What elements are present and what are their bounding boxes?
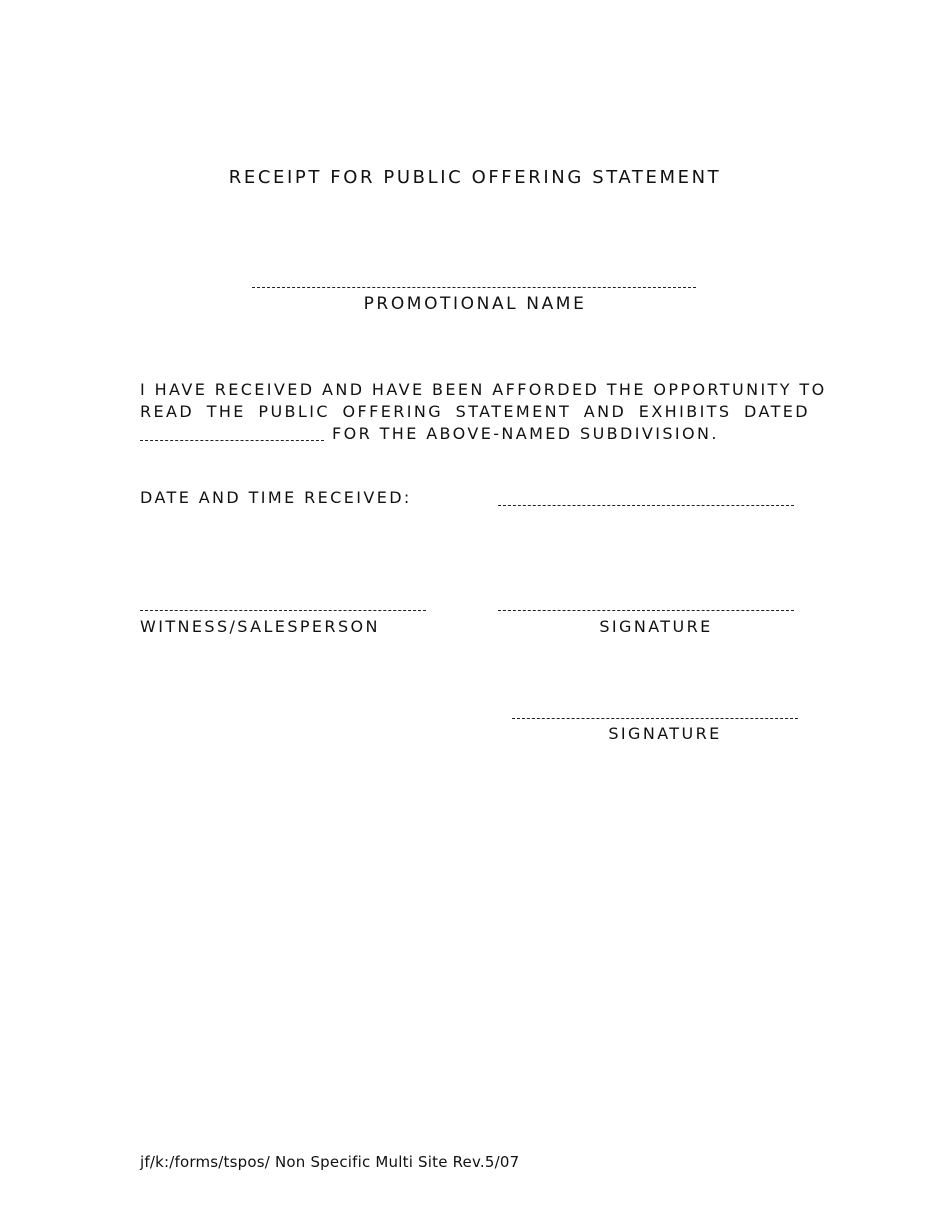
footer-reference: jf/k:/forms/tspos/ Non Specific Multi Site Rev.5/07 — [140, 1153, 520, 1171]
witness-signature-field[interactable] — [140, 610, 426, 611]
statement-line-1: I HAVE RECEIVED AND HAVE BEEN AFFORDED THE OPPORTUNITY TO — [140, 380, 827, 399]
statement-line-3 — [140, 423, 810, 445]
receipt-statement — [140, 379, 827, 445]
promotional-name-label: PROMOTIONAL NAME — [363, 294, 587, 314]
date-time-received-label: DATE AND TIME RECEIVED: — [140, 488, 412, 507]
signature-label-1: SIGNATURE — [599, 617, 713, 636]
signature-field-1[interactable] — [498, 610, 794, 611]
document-title: RECEIPT FOR PUBLIC OFFERING STATEMENT — [228, 167, 722, 188]
statement-line-2: READ THE PUBLIC OFFERING STATEMENT AND EXHIBITS DATED — [140, 402, 810, 421]
date-time-received-field[interactable] — [498, 505, 794, 506]
witness-salesperson-label: WITNESS/SALESPERSON — [140, 617, 380, 636]
signature-label-2: SIGNATURE — [608, 724, 722, 743]
signature-field-2[interactable] — [512, 718, 798, 719]
statement-date-field[interactable] — [140, 440, 324, 441]
statement-line-3-text: FOR THE ABOVE-NAMED SUBDIVISION. — [332, 424, 719, 443]
promotional-name-field[interactable] — [252, 287, 696, 288]
